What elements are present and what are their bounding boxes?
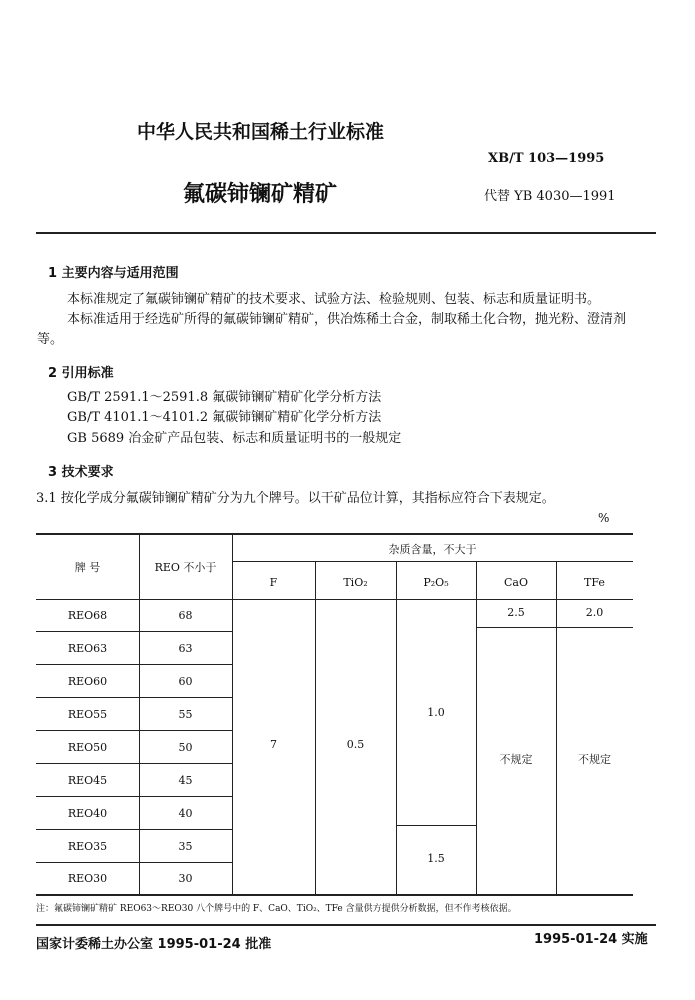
reo-cell: 63: [178, 642, 193, 655]
reo-cell: 35: [178, 840, 193, 853]
table-line: [36, 599, 633, 600]
document-title: 氟碳铈镧矿精矿: [183, 182, 338, 207]
reo-cell: 30: [178, 872, 193, 885]
grade-cell: REO63: [67, 642, 108, 655]
header-f: F: [269, 576, 278, 589]
table-line: [36, 697, 232, 698]
header-p2o5: P₂O₅: [423, 576, 449, 589]
table-line: [476, 627, 633, 628]
standard-code: XB/T 103—1995: [488, 151, 605, 166]
table-line: [36, 862, 232, 863]
reference-item: GB 5689 冶金矿产品包装、标志和质量证明书的一般规定: [67, 431, 402, 446]
section-1-paragraph-2-cont: 等。: [37, 332, 64, 347]
header-tio2: TiO₂: [343, 576, 368, 589]
p2o5-value-lower: 1.5: [427, 852, 445, 865]
table-line: [315, 561, 316, 895]
grade-cell: REO45: [67, 774, 108, 787]
header-tfe: TFe: [584, 576, 605, 589]
effective-date: 1995-01-24 实施: [534, 932, 648, 947]
table-line: [36, 796, 232, 797]
table-top-border: [36, 533, 633, 535]
reference-item: GB/T 2591.1～2591.8 氟碳铈镧矿精矿化学分析方法: [67, 390, 382, 405]
reo-cell: 45: [178, 774, 193, 787]
approver: 国家计委稀土办公室 1995-01-24 批准: [36, 937, 272, 952]
table-line: [36, 763, 232, 764]
cao-value-rest: 不规定: [499, 753, 533, 766]
replaces-note: 代替 YB 4030—1991: [484, 189, 616, 204]
table-line: [396, 561, 397, 895]
grade-cell: REO60: [67, 675, 108, 688]
grade-cell: REO68: [67, 609, 108, 622]
header-impurity: 杂质含量，不大于: [388, 543, 477, 556]
table-bottom-border: [36, 894, 633, 896]
header-reo-min: REO 不小于: [154, 561, 217, 574]
reo-cell: 68: [178, 609, 193, 622]
table-note: 注：氟碳铈镧矿精矿 REO63～REO30 八个牌号中的 F、CaO、TiO₂、TFe 含量供方提供分析数据，但不作考核依据。: [36, 904, 517, 914]
section-3-1-text: 3.1 按化学成分氟碳铈镧矿精矿分为九个牌号。以干矿品位计算，其指标应符合下表规定。: [36, 491, 555, 506]
cao-value-first: 2.5: [507, 606, 525, 619]
reference-item: GB/T 4101.1～4101.2 氟碳铈镧矿精矿化学分析方法: [67, 410, 382, 425]
tfe-value-rest: 不规定: [578, 753, 611, 766]
section-1-heading: 1 主要内容与适用范围: [48, 266, 179, 281]
p2o5-value-upper: 1.0: [427, 706, 445, 719]
grade-cell: REO50: [67, 741, 108, 754]
table-line: [396, 825, 476, 826]
grade-cell: REO30: [67, 872, 108, 885]
header-grade: 牌 号: [74, 561, 101, 574]
section-3-heading: 3 技术要求: [48, 465, 114, 480]
header-cao: CaO: [504, 576, 528, 589]
org-title: 中华人民共和国稀土行业标准: [137, 121, 385, 143]
unit-label: %: [598, 511, 610, 525]
section-2-heading: 2 引用标准: [48, 366, 114, 381]
section-1-paragraph-1: 本标准规定了氟碳铈镧矿精矿的技术要求、试验方法、检验规则、包装、标志和质量证明书。: [67, 292, 601, 307]
tio2-value: 0.5: [346, 738, 365, 751]
reo-cell: 60: [178, 675, 193, 688]
grade-cell: REO35: [67, 840, 108, 853]
table-line: [36, 631, 232, 632]
footer-divider: [36, 924, 656, 926]
table-line: [36, 730, 232, 731]
grade-cell: REO40: [67, 807, 108, 820]
grade-cell: REO55: [67, 708, 108, 721]
f-value: 7: [270, 738, 277, 751]
table-line: [36, 664, 232, 665]
section-1-paragraph-2: 本标准适用于经选矿所得的氟碳铈镧矿精矿，供冶炼稀土合金，制取稀土化合物，抛光粉、澄清剂: [67, 312, 627, 327]
reo-cell: 50: [178, 741, 193, 754]
table-line: [36, 829, 232, 830]
reo-cell: 40: [178, 807, 193, 820]
tfe-value-first: 2.0: [585, 606, 604, 619]
reo-cell: 55: [178, 708, 193, 721]
table-line: [232, 561, 633, 562]
